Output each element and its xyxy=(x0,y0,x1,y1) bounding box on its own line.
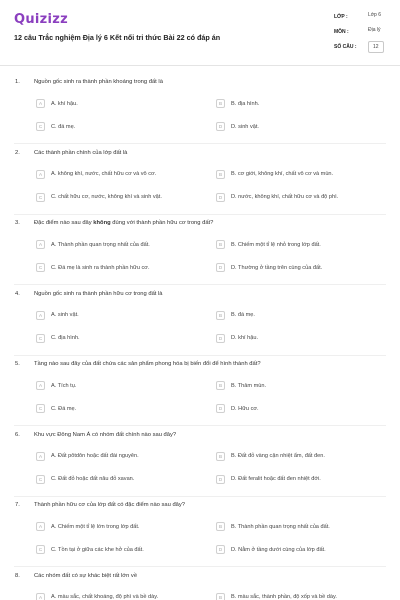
option-text: A. Tích tụ. xyxy=(51,382,77,389)
option-letter-box: A xyxy=(36,381,45,390)
question-text xyxy=(34,432,384,438)
option-letter-box: B xyxy=(216,311,225,320)
question-text-rest: đúng với thành phần hữu cơ trong đất? xyxy=(110,220,214,226)
option-text: B. Thành phần quan trọng nhất của đất. xyxy=(231,523,330,530)
option-text: C. Tồn tại ở giữa các khe hở của đất. xyxy=(51,546,144,553)
option-letter-box: B xyxy=(216,452,225,461)
option-letter-box: D xyxy=(216,545,225,554)
option-text: D. khí hậu. xyxy=(231,335,259,341)
question-text-main: Nguồn gốc sinh ra thành phần khoáng trong đất là xyxy=(34,79,163,85)
option-b[interactable] xyxy=(216,522,391,533)
question-text-main: Các nhóm đất có sự khác biệt rất lớn về xyxy=(34,572,138,579)
option-a[interactable] xyxy=(36,452,211,463)
meta-count-label: SỐ CÂU : xyxy=(334,44,357,50)
question-text xyxy=(34,79,384,85)
question-separator xyxy=(14,355,386,356)
question-separator xyxy=(14,284,386,285)
option-a[interactable] xyxy=(36,522,211,533)
meta-count-value: 12 xyxy=(368,41,384,53)
option-letter-box: C xyxy=(36,263,45,272)
question-number: 3. xyxy=(15,220,20,226)
option-c[interactable] xyxy=(36,404,211,415)
option-letter-box: D xyxy=(216,122,225,131)
worksheet-header xyxy=(0,0,400,62)
question-text xyxy=(34,291,384,297)
option-letter-box: A xyxy=(36,170,45,179)
option-text: B. Thảm mùn. xyxy=(231,382,267,389)
option-letter-box: B xyxy=(216,522,225,531)
option-text: D. Hữu cơ. xyxy=(231,405,259,412)
option-c[interactable] xyxy=(36,263,211,274)
option-d[interactable] xyxy=(216,193,391,204)
question-number: 2. xyxy=(15,149,20,156)
question-number: 7. xyxy=(15,502,20,508)
option-letter-box: D xyxy=(216,263,225,272)
option-text: A. khí hậu. xyxy=(51,100,78,107)
option-c[interactable] xyxy=(36,122,211,133)
option-d[interactable] xyxy=(216,475,391,486)
question-text-main: Các thành phần chính của lớp đất là xyxy=(34,149,128,156)
option-c[interactable] xyxy=(36,475,211,486)
meta-class-value: Lớp 6 xyxy=(368,12,382,18)
option-text: C. địa hình. xyxy=(51,335,80,341)
option-text: A. sinh vật. xyxy=(51,312,79,318)
option-text: A. Thành phần quan trọng nhất của đất. xyxy=(51,241,150,248)
question-8 xyxy=(0,573,400,600)
option-d[interactable] xyxy=(216,404,391,415)
option-b[interactable] xyxy=(216,99,391,110)
meta-count xyxy=(334,44,390,59)
option-text: C. Đá mẹ. xyxy=(51,405,77,412)
question-3 xyxy=(0,220,400,290)
option-text: D. nước, không khí, chất hữu cơ và độ phì. xyxy=(231,194,339,200)
question-text-main: Đặc điểm nào sau đây xyxy=(34,220,94,226)
option-letter-box: C xyxy=(36,122,45,131)
question-number: 4. xyxy=(15,290,20,297)
question-separator xyxy=(14,496,386,497)
option-b[interactable] xyxy=(216,170,391,181)
option-d[interactable] xyxy=(216,334,391,345)
quizizz-logo: Quizizz xyxy=(14,12,69,27)
question-2 xyxy=(0,150,400,220)
question-1 xyxy=(0,79,400,149)
option-letter-box: C xyxy=(36,475,45,484)
option-b[interactable] xyxy=(216,311,391,322)
question-5 xyxy=(0,361,400,431)
option-b[interactable] xyxy=(216,240,391,251)
question-text-main: Nguồn gốc sinh ra thành phần hữu cơ trong đất là xyxy=(34,290,163,297)
meta-class-label: LỚP : xyxy=(334,14,348,20)
option-d[interactable] xyxy=(216,122,391,133)
question-text-main: Thành phần hữu cơ của lớp đất có đặc điểm nào sau đây? xyxy=(34,502,186,508)
option-letter-box: D xyxy=(216,193,225,202)
question-text xyxy=(34,150,384,156)
meta-subject-label: MÔN : xyxy=(334,29,349,35)
question-number: 5. xyxy=(15,361,20,367)
meta-subject-value: Địa lý xyxy=(368,27,381,33)
question-text-main: Tầng nào sau đây của đất chứa các sản phẩm phong hóa bị biến đổi để hình thành đất? xyxy=(34,361,261,367)
question-4 xyxy=(0,291,400,361)
option-a[interactable] xyxy=(36,311,211,322)
option-letter-box: A xyxy=(36,99,45,108)
option-text: A. không khí, nước, chất hữu cơ và vô cơ. xyxy=(51,171,157,177)
option-text: D. sinh vật. xyxy=(231,123,259,130)
option-text: D. Thường ở tầng trên cùng của đất. xyxy=(231,264,323,271)
question-number: 8. xyxy=(15,572,20,579)
question-text xyxy=(34,361,384,367)
option-text: A. Chiếm một tỉ lệ lớn trong lớp đất. xyxy=(51,523,140,530)
option-c[interactable] xyxy=(36,334,211,345)
option-text: B. đá mẹ. xyxy=(231,312,255,318)
option-text: C. đá mẹ. xyxy=(51,123,76,130)
option-letter-box: B xyxy=(216,170,225,179)
option-a[interactable] xyxy=(36,99,211,110)
option-d[interactable] xyxy=(216,263,391,274)
option-letter-box: B xyxy=(216,240,225,249)
option-text: B. màu sắc, thành phần, độ xốp và bề dày. xyxy=(231,594,337,600)
question-7 xyxy=(0,502,400,572)
option-b[interactable] xyxy=(216,593,391,600)
meta-class xyxy=(334,14,390,29)
option-b[interactable] xyxy=(216,452,391,463)
option-text: C. chất hữu cơ, nước, không khí và sinh vật. xyxy=(51,194,162,200)
option-letter-box: C xyxy=(36,334,45,343)
option-letter-box: D xyxy=(216,475,225,484)
question-text xyxy=(34,502,384,508)
option-letter-box: C xyxy=(36,193,45,202)
option-text: C. Đá mẹ là sinh ra thành phần hữu cơ. xyxy=(51,264,150,271)
option-c[interactable] xyxy=(36,545,211,556)
option-letter-box: A xyxy=(36,452,45,461)
question-text-emphasis: không xyxy=(93,220,111,226)
option-letter-box: A xyxy=(36,522,45,531)
option-text: B. Đất đỏ vàng cận nhiệt ẩm, đất đen. xyxy=(231,453,325,459)
question-text-main: Khu vực Đông Nam Á có nhóm đất chính nào sau đây? xyxy=(34,431,177,438)
option-b[interactable] xyxy=(216,381,391,392)
option-a[interactable] xyxy=(36,593,211,600)
question-separator xyxy=(14,566,386,567)
option-a[interactable] xyxy=(36,381,211,392)
option-letter-box: C xyxy=(36,404,45,413)
option-c[interactable] xyxy=(36,193,211,204)
option-text: A. Đất pôtdôn hoặc đất đài nguyên. xyxy=(51,453,139,459)
option-letter-box: A xyxy=(36,593,45,600)
option-letter-box: A xyxy=(36,311,45,320)
question-separator xyxy=(14,214,386,215)
option-letter-box: B xyxy=(216,593,225,600)
option-letter-box: D xyxy=(216,404,225,413)
question-number: 6. xyxy=(15,431,20,438)
worksheet-title: 12 câu Trắc nghiệm Địa lý 6 Kết nối tri thức Bài 22 có đáp án xyxy=(14,33,221,42)
question-separator xyxy=(14,143,386,144)
question-text xyxy=(34,220,384,226)
option-text: B. Chiếm một tỉ lệ nhỏ trong lớp đất. xyxy=(231,241,321,248)
option-letter-box: C xyxy=(36,545,45,554)
option-letter-box: A xyxy=(36,240,45,249)
option-text: B. địa hình. xyxy=(231,100,260,107)
header-divider xyxy=(0,65,400,66)
question-number: 1. xyxy=(15,79,20,85)
option-a[interactable] xyxy=(36,240,211,251)
option-d[interactable] xyxy=(216,545,391,556)
option-a[interactable] xyxy=(36,170,211,181)
option-letter-box: B xyxy=(216,99,225,108)
option-letter-box: B xyxy=(216,381,225,390)
question-separator xyxy=(14,425,386,426)
option-text: C. Đất đỏ hoặc đất nâu đỏ xavan. xyxy=(51,476,135,482)
option-text: D. Nằm ở tầng dưới cùng của lớp đất. xyxy=(231,546,326,553)
option-letter-box: D xyxy=(216,334,225,343)
question-text xyxy=(34,573,384,579)
option-text: D. Đất feralit hoặc đất đen nhiệt đới. xyxy=(231,476,321,482)
option-text: B. cơ giới, không khí, chất vô cơ và mùn. xyxy=(231,171,334,177)
option-text: A. màu sắc, chất khoáng, độ phì và bề dày. xyxy=(51,594,159,600)
worksheet-meta xyxy=(334,14,390,59)
question-6 xyxy=(0,432,400,502)
